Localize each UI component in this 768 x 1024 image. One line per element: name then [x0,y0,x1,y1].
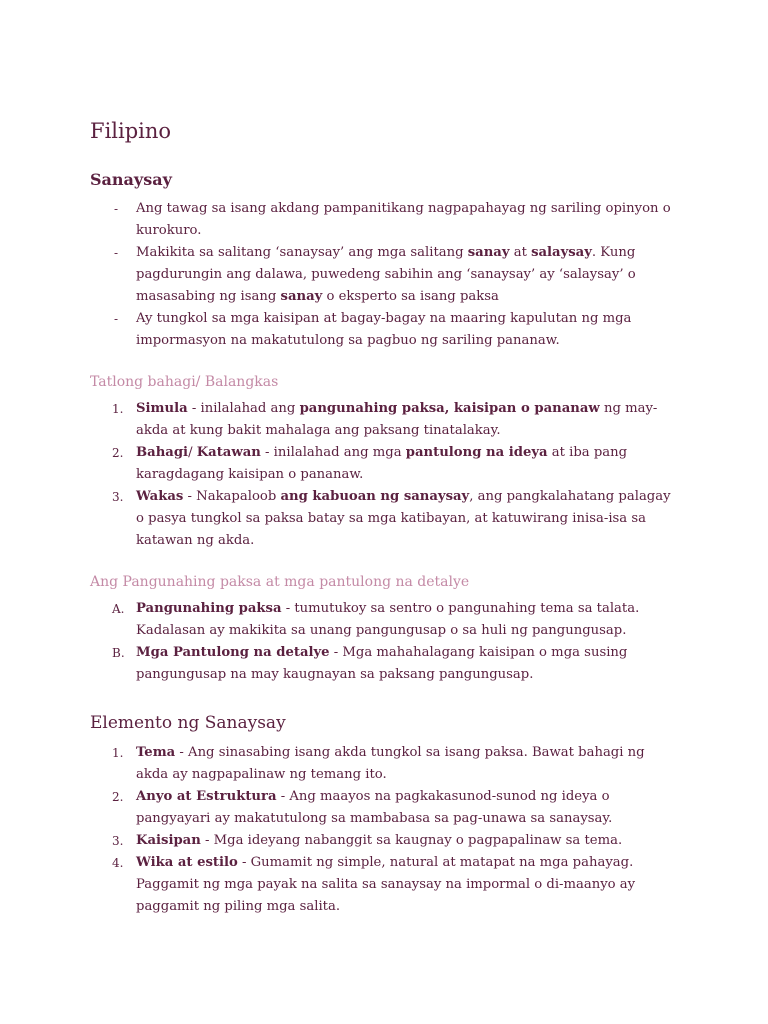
item-text: , ang pangkalahatang palagay o pasya tungkol sa paksa batay sa mga katibayan, at katuwirang inisa-isa sa katawan ng akda. [136,489,671,548]
list-item [90,242,678,308]
item-text: - inilalahad ang [187,401,300,416]
list-number: 3. [112,490,124,504]
item-text: - Mga ideyang nabanggit sa kaugnay o pagpapalinaw sa tema. [200,833,623,848]
item-text: at [509,245,532,260]
list-number: 2. [112,790,124,804]
bold-term: Simula [136,401,188,416]
bold-term: ang kabuoan ng sanaysay [280,489,470,504]
bahagi-list [90,398,678,552]
item-text: at iba pang karagdagang kaisipan o pananaw. [136,445,628,482]
list-item [90,742,678,786]
list-letter: B. [112,646,125,660]
item-text: o eksperto sa isang paksa [322,289,499,304]
bold-term: salaysay [531,245,592,260]
section-heading-sanaysay: Sanaysay [90,170,172,189]
item-text: - Gumamit ng simple, natural at matapat na mga pahayag. Paggamit ng mga payak na salita sa sanaysay na impormal o di-maanyo ay paggamit ng piling mga salita. [136,855,636,914]
bold-term: Wakas [136,489,184,504]
item-text: Ay tungkol sa mga kaisipan at bagay-bagay na maaring kapulutan ng mga impormasyon na makatutulong sa pagbuo ng sariling pananaw. [136,311,632,348]
list-item [90,308,678,352]
sanaysay-bullet-list [90,198,678,352]
bold-term: Pangunahing paksa [136,601,282,616]
bold-term: pangunahing paksa, kaisipan o pananaw [299,401,600,416]
item-text: Makikita sa salitang ‘sanaysay’ ang mga salitang [136,245,468,260]
item-text: - tumutukoy sa sentro o pangunahing tema sa talata. Kadalasan ay makikita sa unang pangungusap o sa huli ng pangungusap. [136,601,640,638]
list-item [90,442,678,486]
list-letter: A. [112,602,125,616]
subheading-paksa: Ang Pangunahing paksa at mga pantulong na detalye [90,574,470,590]
list-item [90,852,678,918]
bold-term: Tema [136,745,176,760]
bold-term: Bahagi [136,445,189,460]
item-text: / [188,445,197,460]
list-item [90,398,678,442]
bold-term: pantulong na ideya [405,445,548,460]
list-number: 2. [112,446,124,460]
elemento-list [90,742,678,918]
list-item [90,198,678,242]
bold-term: Katawan [196,445,261,460]
dash-marker: - [114,312,119,326]
bold-term: sanay [280,289,323,304]
item-text: - Ang sinasabing isang akda tungkol sa isang paksa. Bawat bahagi ng akda ay nagpapalinaw ng temang ito. [136,745,645,782]
bold-term: Mga Pantulong na detalye [136,645,330,660]
item-text: Ang tawag sa isang akdang pampanitikang nagpapahayag ng sariling opinyon o kurokuro. [136,201,671,238]
item-text: - Mga mahahalagang kaisipan o mga susing pangungusap na may kaugnayan sa paksang pangungusap. [136,645,628,682]
list-number: 1. [112,402,124,416]
paksa-list [90,598,678,686]
bold-term: Kaisipan [136,833,201,848]
dash-marker: - [114,202,119,216]
bold-term: Anyo at Estruktura [136,789,277,804]
list-item [90,598,678,642]
item-text: ng may-akda at kung bakit mahalaga ang paksang tinatalakay. [136,401,658,438]
list-item [90,786,678,830]
item-text: - Ang maayos na pagkakasunod-sunod ng ideya o pangyayari ay makatutulong sa mambabasa sa pag-unawa sa sanaysay. [136,789,613,826]
subheading-bahagi: Tatlong bahagi/ Balangkas [90,374,279,390]
bold-term: Wika at estilo [136,855,238,870]
item-text: . Kung pagdurungin ang dalawa, puwedeng sabihin ang ‘sanaysay’ ay ‘salaysay’ o masasabing ng isang [136,245,636,304]
list-item [90,486,678,552]
list-number: 4. [112,856,124,870]
list-number: 3. [112,834,124,848]
bold-term: sanay [467,245,510,260]
item-text: - Nakapaloob [183,489,281,504]
list-number: 1. [112,746,124,760]
section-heading-elemento: Elemento ng Sanaysay [90,713,286,733]
dash-marker: - [114,246,119,260]
list-item [90,830,678,852]
page-title: Filipino [90,119,172,143]
item-text: - inilalahad ang mga [260,445,406,460]
list-item [90,642,678,686]
